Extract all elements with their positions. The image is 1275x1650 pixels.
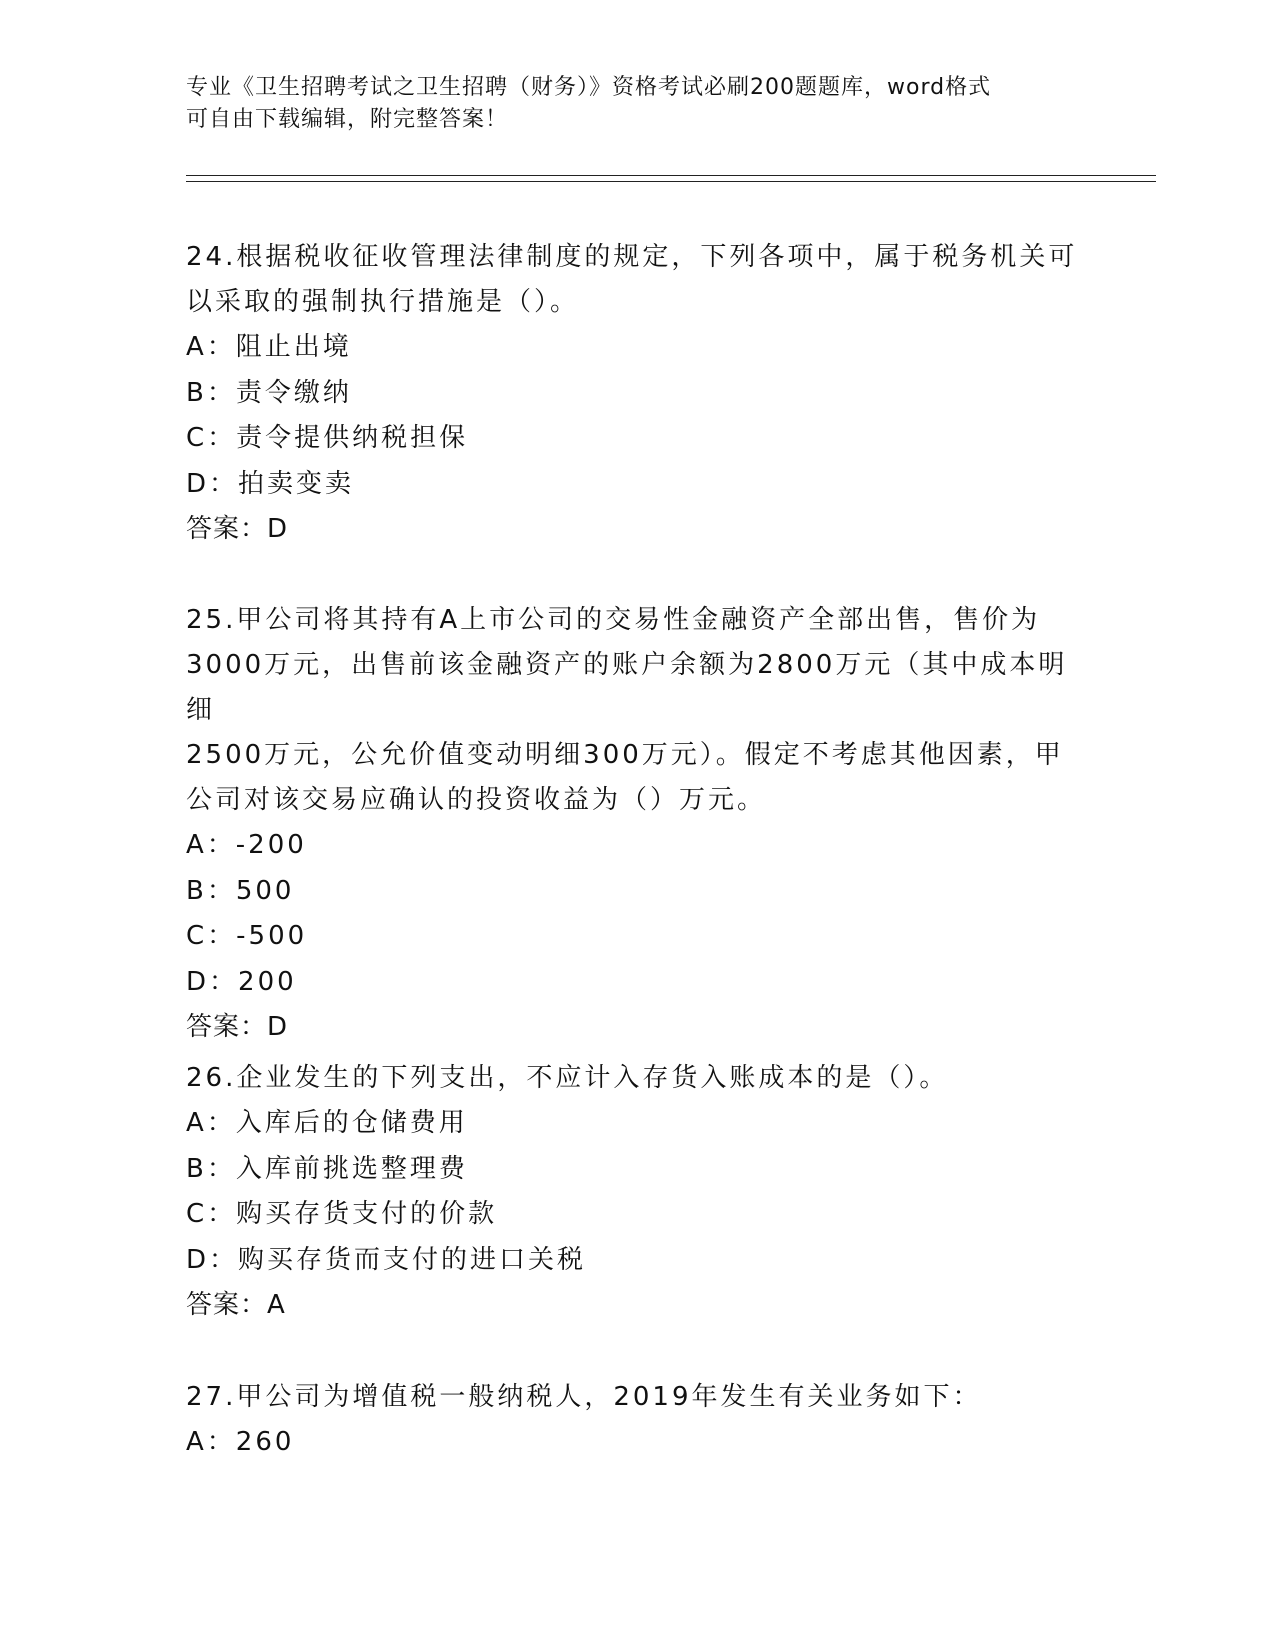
answer-label: 答案： xyxy=(186,1012,268,1042)
answer-line xyxy=(186,1283,1086,1328)
option-a: A：260 xyxy=(186,1427,295,1457)
question-25 xyxy=(186,598,1086,1050)
header-divider-top xyxy=(186,175,1156,176)
option-c: C：责令提供纳税担保 xyxy=(186,423,469,453)
question-stem-line: 公司对该交易应确认的投资收益为（）万元。 xyxy=(186,785,767,815)
question-27 xyxy=(186,1375,1086,1466)
answer-value: D xyxy=(267,514,289,544)
option-c: C：购买存货支付的价款 xyxy=(186,1199,498,1229)
option-d: D：200 xyxy=(186,966,297,997)
question-stem-line: 25.甲公司将其持有A上市公司的交易性金融资产全部出售，售价为 xyxy=(186,605,1041,635)
option-a: A：阻止出境 xyxy=(186,332,352,362)
answer-line xyxy=(186,1005,1086,1050)
question-stem-line: 24.根据税收征收管理法律制度的规定，下列各项中，属于税务机关可 xyxy=(186,242,1078,272)
document-header xyxy=(186,72,1086,136)
option-a: A：-200 xyxy=(186,830,307,860)
option-d: D：拍卖变卖 xyxy=(186,468,355,499)
answer-value: D xyxy=(267,1012,289,1042)
answer-line xyxy=(186,507,1086,552)
answer-value: A xyxy=(267,1290,286,1320)
question-24 xyxy=(186,235,1086,552)
question-stem-line: 26.企业发生的下列支出，不应计入存货入账成本的是（）。 xyxy=(186,1063,949,1093)
header-divider-bottom xyxy=(186,181,1156,182)
question-stem-line: 2500万元，公允价值变动明细300万元）。假定不考虑其他因素，甲 xyxy=(186,740,1064,770)
answer-label: 答案： xyxy=(186,514,268,544)
option-b: B：入库前挑选整理费 xyxy=(186,1153,468,1184)
option-d: D：购买存货而支付的进口关税 xyxy=(186,1244,587,1275)
question-stem-line: 以采取的强制执行措施是（）。 xyxy=(186,287,580,317)
header-line-2: 可自由下载编辑，附完整答案！ xyxy=(186,107,509,132)
option-b: B：责令缴纳 xyxy=(186,377,352,408)
option-a: A：入库后的仓储费用 xyxy=(186,1108,468,1138)
question-stem-line: 3000万元，出售前该金融资产的账户余额为2800万元（其中成本明细 xyxy=(186,650,1068,725)
option-b: B：500 xyxy=(186,875,295,906)
option-c: C：-500 xyxy=(186,921,308,951)
answer-label: 答案： xyxy=(186,1290,268,1320)
question-26 xyxy=(186,1056,1086,1328)
question-stem-line: 27.甲公司为增值税一般纳税人，2019年发生有关业务如下： xyxy=(186,1382,982,1412)
header-line-1: 专业《卫生招聘考试之卫生招聘（财务）》资格考试必刷200题题库，word格式 xyxy=(186,75,992,100)
